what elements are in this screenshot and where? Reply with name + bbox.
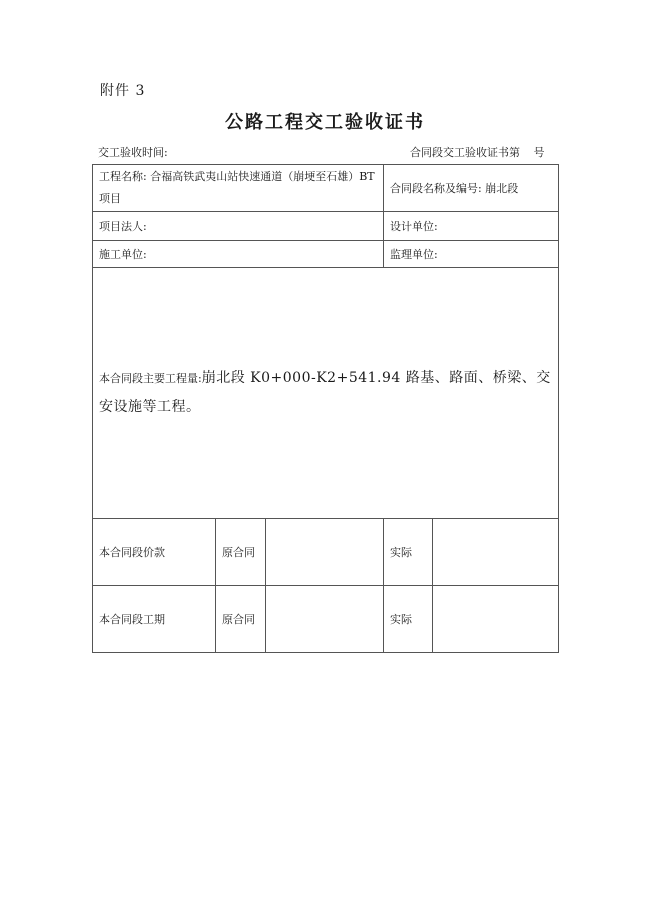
main-works-label: 本合同段主要工程量:: [99, 372, 202, 385]
acceptance-form-table: [92, 164, 559, 653]
contract-section: 合同段名称及编号: 崩北段: [390, 182, 519, 195]
period-actual-value: [433, 586, 559, 653]
price-actual-value: [433, 519, 559, 586]
design-unit-label: 设计单位:: [390, 220, 438, 233]
period-original-label: 原合同: [216, 586, 266, 653]
project-name-cell: [93, 165, 384, 212]
design-unit-cell: [384, 212, 559, 241]
contract-section-cell: [384, 165, 559, 212]
construction-unit-cell: [93, 241, 384, 268]
project-name: 工程名称: 合福高铁武夷山站快速通道（崩埂至石雄）BT项目: [99, 170, 375, 205]
construction-unit-label: 施工单位:: [99, 248, 147, 261]
period-original-value: [266, 586, 384, 653]
document-title: 公路工程交工验收证书: [225, 112, 425, 133]
attachment-label: 附件 3: [100, 83, 146, 99]
contract-period-label: 本合同段工期: [93, 586, 216, 653]
main-works-text: [99, 364, 552, 422]
main-works-description: 崩北段 K0+000-K2+541.94 路基、路面、桥梁、交安设施等工程。: [99, 370, 551, 415]
period-actual-label: 实际: [384, 586, 433, 653]
certificate-number: 合同段交工验收证书第 号: [410, 146, 545, 159]
handover-time-label: 交工验收时间:: [98, 146, 168, 159]
project-owner-cell: [93, 212, 384, 241]
price-original-value: [266, 519, 384, 586]
supervision-unit-cell: [384, 241, 559, 268]
supervision-unit-label: 监理单位:: [390, 248, 438, 261]
project-owner-label: 项目法人:: [99, 220, 147, 233]
contract-price-label: 本合同段价款: [93, 519, 216, 586]
price-original-label: 原合同: [216, 519, 266, 586]
price-actual-label: 实际: [384, 519, 433, 586]
main-works-cell: [93, 268, 559, 519]
